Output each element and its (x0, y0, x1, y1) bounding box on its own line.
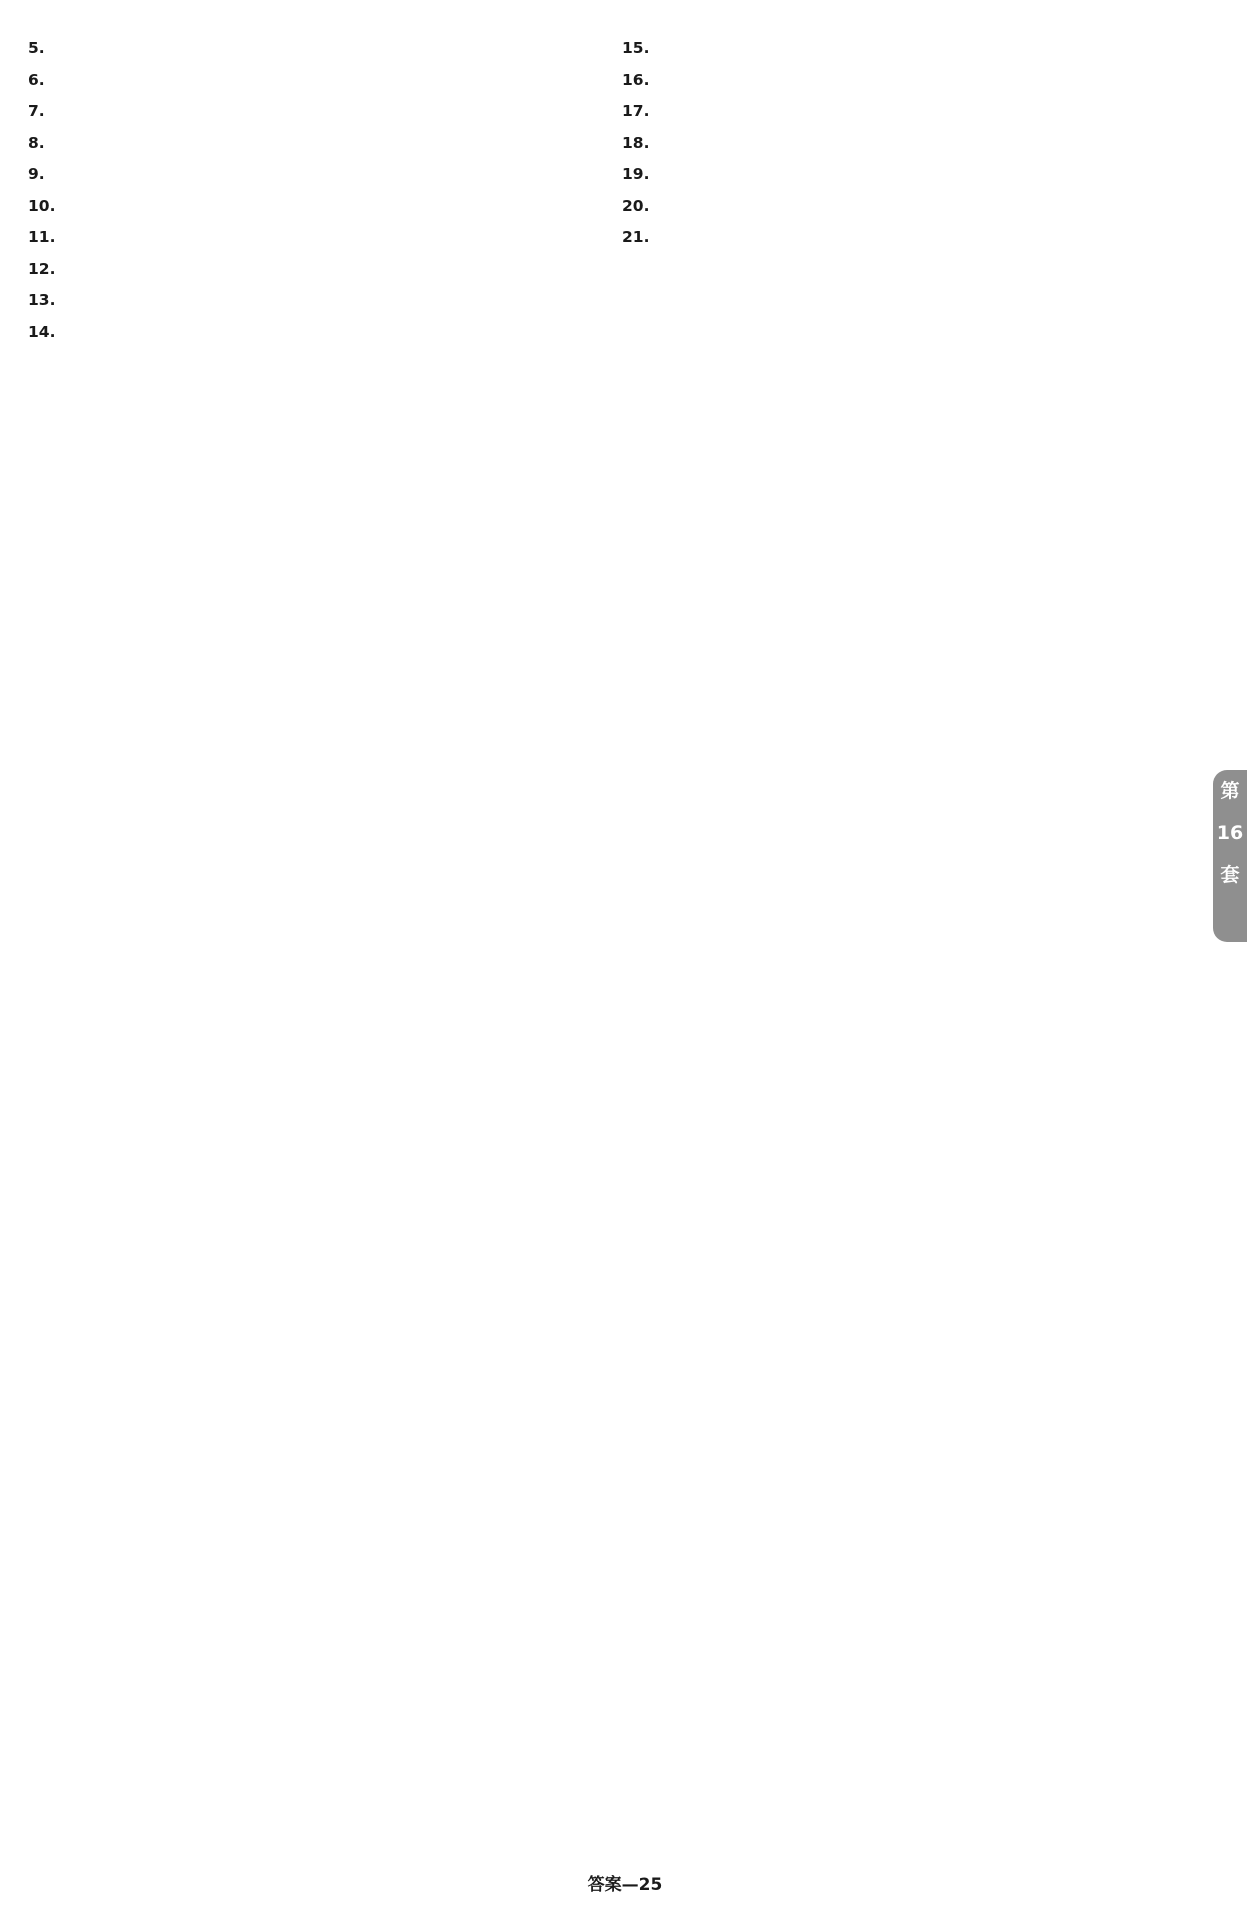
answer-item (622, 34, 1200, 64)
answer-item (622, 66, 1200, 96)
answer-item (28, 255, 618, 285)
answer-number: 11. (28, 228, 56, 246)
answer-number: 6. (28, 70, 45, 89)
answer-number: 17. (622, 102, 650, 120)
set-number-tab (1213, 770, 1247, 942)
set-tab-number: 16 (1216, 822, 1244, 844)
answer-item (622, 223, 1200, 253)
answer-item (28, 66, 618, 96)
answer-paragraph (622, 160, 1200, 190)
answer-number: 7. (28, 102, 45, 120)
answer-number: 9. (28, 165, 45, 183)
right-column (622, 34, 1200, 255)
set-tab-char: 套 (1220, 864, 1240, 886)
answer-paragraph (28, 318, 618, 348)
answer-item (28, 286, 618, 316)
answer-number: 10. (28, 196, 56, 215)
answer-number: 12. (28, 259, 56, 278)
answer-number: 13. (28, 291, 56, 309)
answer-item (28, 318, 618, 348)
answer-paragraph (28, 34, 618, 64)
left-column (28, 34, 618, 349)
answer-paragraph (28, 97, 618, 127)
answer-paragraph (622, 129, 1200, 159)
answer-number: 20. (622, 196, 650, 215)
answer-item (28, 34, 618, 64)
page-footer: 答案—25 (587, 1875, 663, 1895)
answer-paragraph (28, 129, 618, 159)
answer-number: 15. (622, 39, 650, 57)
answer-paragraph (28, 160, 618, 190)
answer-number: 18. (622, 133, 650, 152)
answer-item (28, 129, 618, 159)
answer-item (28, 192, 618, 222)
answer-paragraph (622, 34, 1200, 64)
answer-number: 16. (622, 70, 650, 89)
answer-paragraph (622, 66, 1200, 96)
answer-item (28, 97, 618, 127)
answer-number: 5. (28, 39, 45, 57)
answer-number: 8. (28, 133, 45, 152)
answer-item (622, 192, 1200, 222)
set-tab-char: 第 (1220, 780, 1240, 802)
answer-item (622, 160, 1200, 190)
answer-paragraph (622, 192, 1200, 222)
answer-item (622, 97, 1200, 127)
answer-item (28, 160, 618, 190)
answer-number: 21. (622, 228, 650, 246)
answer-paragraph (28, 192, 618, 222)
answer-paragraph (28, 223, 618, 253)
answer-item (28, 223, 618, 253)
answer-item (622, 129, 1200, 159)
answer-paragraph (622, 97, 1200, 127)
answer-paragraph (28, 66, 618, 96)
answer-paragraph (28, 286, 618, 316)
answer-number: 19. (622, 165, 650, 183)
answer-number: 14. (28, 322, 56, 341)
answer-paragraph (28, 255, 618, 285)
answer-paragraph (622, 223, 1200, 253)
